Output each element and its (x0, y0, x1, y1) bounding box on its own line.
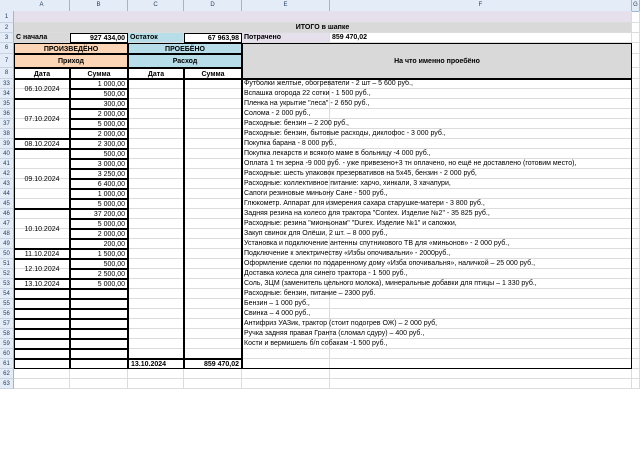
income-title[interactable]: ПРОИЗВЕДЁНО (14, 43, 128, 54)
row-header[interactable]: 38 (0, 129, 14, 139)
cell[interactable] (70, 379, 128, 389)
cell[interactable] (632, 249, 640, 259)
income-sum-header[interactable]: Сумма (70, 68, 128, 79)
cell[interactable] (632, 179, 640, 189)
income-sum-empty[interactable] (70, 349, 128, 359)
cell[interactable] (632, 329, 640, 339)
column-header-c[interactable]: C (128, 0, 184, 11)
income-sum[interactable]: 2 300,00 (70, 139, 128, 149)
row-header[interactable]: 51 (0, 259, 14, 269)
detail-row[interactable]: Футболки желтые, обогреватели - 2 шт – 5 600 руб., (242, 79, 632, 89)
income-date-empty[interactable] (14, 289, 70, 299)
detail-row[interactable]: Ручка задняя правая Гранта (сломал сдуру) – 400 руб., (242, 329, 632, 339)
cell[interactable] (632, 339, 640, 349)
row-header[interactable]: 42 (0, 169, 14, 179)
cell[interactable] (632, 299, 640, 309)
row-header[interactable]: 8 (0, 68, 14, 79)
income-sum[interactable]: 1 500,00 (70, 249, 128, 259)
income-sum[interactable]: 500,00 (70, 259, 128, 269)
income-sum[interactable]: 3 000,00 (70, 159, 128, 169)
income-sum[interactable]: 5 000,00 (70, 219, 128, 229)
column-header-f[interactable]: F (330, 0, 632, 11)
row-header[interactable]: 62 (0, 369, 14, 379)
expense-sum-header[interactable]: Сумма (184, 68, 242, 79)
cell[interactable] (184, 369, 242, 379)
cell[interactable] (242, 379, 330, 389)
detail-row[interactable]: Соль, ЗЦМ (заменитель цельного молока), минеральные добавки для птицы – 1 330 руб., (242, 279, 632, 289)
detail-row[interactable]: Расходные: бензин, бытовые расходы, диклофос - 3 000 руб., (242, 129, 632, 139)
income-date-empty[interactable] (14, 329, 70, 339)
income-date[interactable]: 07.10.2024 (14, 99, 70, 139)
cell[interactable] (632, 279, 640, 289)
income-date-header[interactable]: Дата (14, 68, 70, 79)
income-date-empty[interactable] (14, 319, 70, 329)
row-header[interactable]: 57 (0, 319, 14, 329)
cell[interactable] (632, 369, 640, 379)
cell[interactable] (128, 379, 184, 389)
income-sum[interactable]: 1 000,00 (70, 189, 128, 199)
detail-row[interactable]: Расходные: коллективное питание: харчо, хинкали, 3 хачапури, (242, 179, 632, 189)
row-header[interactable]: 36 (0, 109, 14, 119)
row-header[interactable]: 40 (0, 149, 14, 159)
cell[interactable] (632, 89, 640, 99)
cell[interactable] (632, 349, 640, 359)
income-sum[interactable]: 6 400,00 (70, 179, 128, 189)
ostatok-label[interactable]: Остаток (128, 33, 184, 43)
row-header[interactable]: 61 (0, 359, 14, 369)
income-sum[interactable]: 3 250,00 (70, 169, 128, 179)
column-header-a[interactable]: A (14, 0, 70, 11)
row-header[interactable]: 53 (0, 279, 14, 289)
itogo-title[interactable]: ИТОГО в шапке (14, 23, 632, 33)
cell[interactable] (632, 379, 640, 389)
income-sum[interactable]: 500,00 (70, 149, 128, 159)
cell[interactable] (330, 379, 632, 389)
potracheno-label[interactable]: Потрачено (242, 33, 330, 43)
income-date-empty[interactable] (14, 339, 70, 349)
row-header[interactable]: 58 (0, 329, 14, 339)
cell[interactable] (632, 259, 640, 269)
income-sum[interactable]: 5 000,00 (70, 119, 128, 129)
row-header[interactable]: 59 (0, 339, 14, 349)
ostatok-value[interactable]: 67 963,98 (184, 33, 242, 43)
income-sum-empty[interactable] (70, 339, 128, 349)
detail-row[interactable]: Закуп свинок для Олёши, 2 шт. – 8 000 руб., (242, 229, 632, 239)
income-subtitle[interactable]: Приход (14, 54, 128, 68)
row-header[interactable]: 2 (0, 23, 14, 33)
income-sum-empty[interactable] (70, 299, 128, 309)
detail-row[interactable]: Пленка на укрытие "леса" - 2 650 руб., (242, 99, 632, 109)
row-header[interactable]: 48 (0, 229, 14, 239)
expense-date-area[interactable] (128, 79, 184, 359)
detail-row[interactable]: Вспашка огорода 22 сотки - 1 500 руб., (242, 89, 632, 99)
cell[interactable] (632, 68, 640, 79)
row-header[interactable]: 37 (0, 119, 14, 129)
cell[interactable] (632, 99, 640, 109)
detail-row[interactable]: Глюкометр. Аппарат для измерения сахара старушке-матери - 3 800 руб., (242, 199, 632, 209)
cell[interactable] (632, 209, 640, 219)
detail-row[interactable]: Покупка барана - 8 000 руб., (242, 139, 632, 149)
detail-row[interactable]: Расходные: бензин – 2 200 руб., (242, 119, 632, 129)
detail-row[interactable]: Кости и вермишель б/п собакам -1 500 руб., (242, 339, 632, 349)
income-sum[interactable]: 2 000,00 (70, 109, 128, 119)
details-title[interactable]: На что именно проебёно (242, 43, 632, 79)
row-header[interactable]: 39 (0, 139, 14, 149)
detail-row[interactable]: Оформление сделки по подаренному дому «Изба опочивальня», наличкой – 25 000 руб., (242, 259, 632, 269)
detail-row[interactable]: Бензин – 1 000 руб., (242, 299, 632, 309)
cell[interactable] (632, 109, 640, 119)
column-header-e[interactable]: E (242, 0, 330, 11)
cell[interactable] (632, 199, 640, 209)
detail-row[interactable]: Оплата 1 тн зерна -9 000 руб. - уже привезено+3 тн оплачено, но ещё не доставлено (готовим место), (242, 159, 632, 169)
expense-date-header[interactable]: Дата (128, 68, 184, 79)
detail-row[interactable]: Подключение к электричеству «Избы опочивальни» - 2000руб., (242, 249, 632, 259)
expense-sum-area[interactable] (184, 79, 242, 359)
income-date[interactable]: 11.10.2024 (14, 249, 70, 259)
income-sum[interactable]: 500,00 (70, 89, 128, 99)
income-sum[interactable]: 2 500,00 (70, 269, 128, 279)
row-header[interactable]: 52 (0, 269, 14, 279)
cell[interactable] (128, 369, 184, 379)
income-date-empty[interactable] (14, 299, 70, 309)
income-sum-empty[interactable] (70, 319, 128, 329)
row-header[interactable]: 60 (0, 349, 14, 359)
cell[interactable] (330, 369, 632, 379)
detail-row[interactable]: Сапоги резиновые миньону Сане - 500 руб., (242, 189, 632, 199)
detail-row[interactable]: Расходные: резина "мионьонам" "Durex. Изделие №1" и сапожки, (242, 219, 632, 229)
column-header-b[interactable]: B (70, 0, 128, 11)
income-date[interactable]: 10.10.2024 (14, 209, 70, 249)
cell[interactable] (632, 129, 640, 139)
row-header[interactable]: 47 (0, 219, 14, 229)
row-header[interactable]: 63 (0, 379, 14, 389)
cell[interactable] (632, 359, 640, 369)
row-header[interactable]: 35 (0, 99, 14, 109)
cell[interactable] (632, 319, 640, 329)
expense-subtitle[interactable]: Расход (128, 54, 242, 68)
potracheno-value[interactable]: 859 470,02 (330, 33, 632, 43)
row-header[interactable]: 54 (0, 289, 14, 299)
income-date[interactable]: 06.10.2024 (14, 79, 70, 99)
detail-row[interactable]: Доставка колеса для синего трактора - 1 500 руб., (242, 269, 632, 279)
s-nachala-value[interactable]: 927 434,00 (70, 33, 128, 43)
cell[interactable] (632, 11, 640, 23)
income-sum[interactable]: 300,00 (70, 99, 128, 109)
row-header[interactable]: 55 (0, 299, 14, 309)
row-header[interactable]: 3 (0, 33, 14, 43)
income-sum[interactable]: 2 000,00 (70, 129, 128, 139)
cell[interactable] (632, 159, 640, 169)
income-sum[interactable]: 37 200,00 (70, 209, 128, 219)
column-header-d[interactable]: D (184, 0, 242, 11)
income-date-empty[interactable] (14, 349, 70, 359)
row-header[interactable]: 7 (0, 54, 14, 68)
expense-title[interactable]: ПРОЕБЁНО (128, 43, 242, 54)
income-sum-empty[interactable] (70, 329, 128, 339)
header-band[interactable] (14, 11, 632, 23)
expense-total-date[interactable]: 13.10.2024 (128, 359, 184, 369)
details-border[interactable] (242, 79, 632, 369)
cell[interactable] (632, 139, 640, 149)
detail-row[interactable]: Солома - 2 000 руб., (242, 109, 632, 119)
income-date[interactable]: 13.10.2024 (14, 279, 70, 289)
column-header-g[interactable]: G (632, 0, 640, 11)
cell[interactable] (632, 169, 640, 179)
cell[interactable] (632, 219, 640, 229)
row-header[interactable]: 33 (0, 79, 14, 89)
cell[interactable] (632, 79, 640, 89)
income-date-empty[interactable] (14, 359, 70, 369)
detail-row[interactable]: Расходные: шесть упаковок презервативов на 5х45, бензин - 2 000 руб, (242, 169, 632, 179)
row-header[interactable]: 50 (0, 249, 14, 259)
income-sum-empty[interactable] (70, 289, 128, 299)
cell[interactable] (632, 43, 640, 54)
cell[interactable] (632, 54, 640, 68)
income-sum[interactable]: 2 000,00 (70, 229, 128, 239)
row-header[interactable]: 49 (0, 239, 14, 249)
cell[interactable] (632, 269, 640, 279)
cell[interactable] (632, 33, 640, 43)
row-header[interactable]: 43 (0, 179, 14, 189)
row-header[interactable]: 45 (0, 199, 14, 209)
income-sum-empty[interactable] (70, 309, 128, 319)
income-sum[interactable]: 5 000,00 (70, 279, 128, 289)
cell[interactable] (70, 369, 128, 379)
income-sum[interactable]: 5 000,00 (70, 199, 128, 209)
detail-row[interactable]: Расходные: бензин, питание – 2300 руб. (242, 289, 632, 299)
income-date[interactable]: 12.10.2024 (14, 259, 70, 279)
income-sum[interactable]: 1 000,00 (70, 79, 128, 89)
s-nachala-label[interactable]: С начала (14, 33, 70, 43)
detail-row[interactable]: Свинка – 4 000 руб., (242, 309, 632, 319)
cell[interactable] (14, 369, 70, 379)
income-sum[interactable]: 200,00 (70, 239, 128, 249)
row-header[interactable]: 46 (0, 209, 14, 219)
cell[interactable] (14, 379, 70, 389)
cell[interactable] (632, 149, 640, 159)
row-header[interactable]: 34 (0, 89, 14, 99)
expense-total-sum[interactable]: 859 470,02 (184, 359, 242, 369)
cell[interactable] (632, 309, 640, 319)
cell[interactable] (632, 229, 640, 239)
detail-row[interactable]: Антифриз УАЗик, трактор (стоит подогрев ОЖ) – 2 000 руб, (242, 319, 632, 329)
row-header[interactable]: 6 (0, 43, 14, 54)
cell[interactable] (632, 289, 640, 299)
income-date[interactable]: 08.10.2024 (14, 139, 70, 149)
cell[interactable] (632, 119, 640, 129)
cell[interactable] (632, 189, 640, 199)
detail-row[interactable]: Задняя резина на колесо для трактора "Contex. Изделие №2" - 35 825 руб., (242, 209, 632, 219)
row-header[interactable]: 41 (0, 159, 14, 169)
cell[interactable] (184, 379, 242, 389)
detail-row[interactable]: Покупка лекарств и всякого маме в больницу -4 000 руб., (242, 149, 632, 159)
cell[interactable] (632, 239, 640, 249)
row-header[interactable]: 1 (0, 11, 14, 23)
income-date[interactable]: 09.10.2024 (14, 149, 70, 209)
row-header[interactable]: 56 (0, 309, 14, 319)
cell[interactable] (242, 369, 330, 379)
row-header[interactable]: 44 (0, 189, 14, 199)
cell[interactable] (632, 23, 640, 33)
detail-row[interactable]: Установка и подключение антенны спутникового ТВ для «миньонов» - 2 000 руб., (242, 239, 632, 249)
income-date-empty[interactable] (14, 309, 70, 319)
income-sum-empty[interactable] (70, 359, 128, 369)
